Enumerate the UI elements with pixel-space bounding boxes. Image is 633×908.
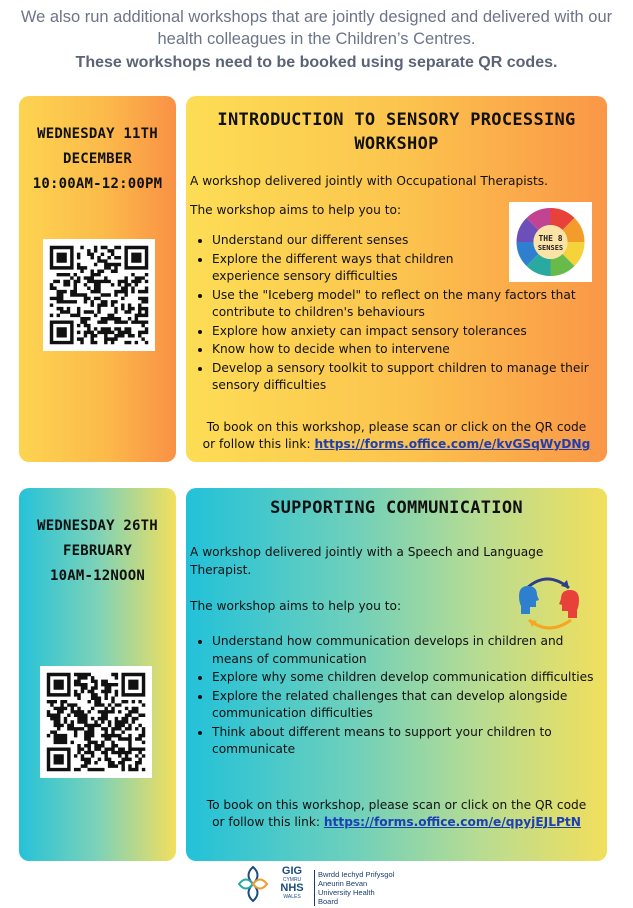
- board-line-1: Bwrdd Iechyd Prifysgol: [318, 870, 395, 879]
- intro-line-1: We also run additional workshops that are jointly designed and delivered with our: [20, 8, 613, 26]
- wales-text: WALES: [283, 894, 301, 900]
- health-board-logo: [236, 864, 396, 904]
- board-line-2: Aneurin Bevan: [318, 879, 368, 888]
- workshop1-booking-text: To book on this workshop, please scan or click on the QR code: [206, 420, 587, 434]
- workshop1-booking: [186, 419, 607, 453]
- workshop2-date-day: WEDNESDAY 26TH: [37, 518, 158, 534]
- list-item: • Explore how anxiety can impact sensory tolerances: [212, 323, 617, 341]
- list-item: • Explore the different ways that children experience sensory difficulties: [212, 251, 474, 286]
- senses-label-1: THE 8: [538, 234, 563, 243]
- workshop1-delivered: A workshop delivered jointly with Occupational Therapists.: [190, 174, 548, 188]
- workshop2-date: [19, 514, 176, 589]
- board-line-3: University Health Board: [318, 888, 375, 906]
- workshop2-qr-code[interactable]: [40, 666, 152, 778]
- intro-line-2: health colleagues in the Children’s Centres.: [157, 30, 476, 48]
- list-item: • Develop a sensory toolkit to support children to manage their sensory difficulties: [212, 360, 617, 395]
- list-item: • Think about different means to support your children to communicate: [212, 724, 607, 759]
- workshop1-booking-text2: or follow this link:: [202, 437, 315, 451]
- workshop1-card: [186, 96, 607, 462]
- qr-modules: [47, 673, 145, 771]
- gig-text: GIG: [281, 865, 303, 877]
- intro-text: [0, 6, 633, 74]
- list-item: • Know how to decide when to intervene: [212, 341, 617, 359]
- workshop2-booking-line2: [186, 814, 607, 831]
- qr-modules: [50, 246, 148, 344]
- cymru-text: CYMRU: [282, 877, 302, 883]
- senses-label-2: SENSES: [537, 244, 564, 252]
- workshop1-aims-intro: The workshop aims to help you to:: [190, 203, 402, 217]
- list-item: • Use the "Iceberg model" to reflect on the many factors that contribute to children's behaviours: [212, 287, 617, 322]
- workshop1-date-day: WEDNESDAY 11TH: [37, 126, 158, 142]
- workshop1-link[interactable]: https://forms.office.com/e/kvGSqWyDNg: [314, 437, 591, 451]
- workshop1-qr-code[interactable]: [43, 239, 155, 351]
- health-board-name: [314, 870, 396, 906]
- intro-line-3: These workshops need to be booked using separate QR codes.: [75, 54, 558, 71]
- workshop1-date-card: [19, 96, 176, 462]
- workshop2-date-card: [19, 488, 176, 861]
- list-item: • Explore the related challenges that can develop alongside communication difficulties: [212, 688, 607, 723]
- list-item: • Understand our different senses: [212, 232, 617, 250]
- workshop2-booking-text: To book on this workshop, please scan or click on the QR code: [206, 798, 587, 812]
- celtic-knot-icon: [236, 865, 270, 903]
- list-item: • Explore why some children develop communication difficulties: [212, 669, 607, 687]
- workshop2-title: [186, 496, 607, 520]
- workshop2-aims-list: [194, 633, 607, 760]
- gig-nhs-wordmark: [274, 866, 310, 900]
- workshop2-date-time: 10AM-12NOON: [50, 568, 145, 584]
- workshop2-date-month: FEBRUARY: [62, 543, 133, 559]
- workshop2-delivered: A workshop delivered jointly with a Speech and Language Therapist.: [190, 545, 544, 577]
- workshop2-booking-text2: or follow this link:: [212, 815, 324, 829]
- communication-heads-icon: [513, 574, 585, 634]
- workshop1-title: [186, 108, 607, 156]
- nhs-text: NHS: [280, 882, 304, 894]
- list-item: • Understand how communication develops in children and means of communication: [212, 633, 607, 668]
- workshop1-booking-line2: [186, 436, 607, 453]
- workshop2-link[interactable]: https://forms.office.com/e/qpyjEJLPtN: [323, 815, 581, 829]
- workshop1-date: [19, 122, 176, 197]
- workshop2-title-line1: SUPPORTING COMMUNICATION: [270, 498, 523, 518]
- workshop1-title-line2: WORKSHOP: [354, 134, 439, 154]
- workshop1-title-line1: INTRODUCTION TO SENSORY PROCESSING: [217, 110, 576, 130]
- workshop1-date-time: 10:00AM-12:00PM: [32, 176, 163, 192]
- workshop2-aims-intro: The workshop aims to help you to:: [190, 599, 402, 613]
- workshop1-date-month: DECEMBER: [62, 151, 133, 167]
- workshop2-booking: [186, 797, 607, 831]
- eight-senses-image: [509, 202, 592, 282]
- workshop2-card: [186, 488, 607, 861]
